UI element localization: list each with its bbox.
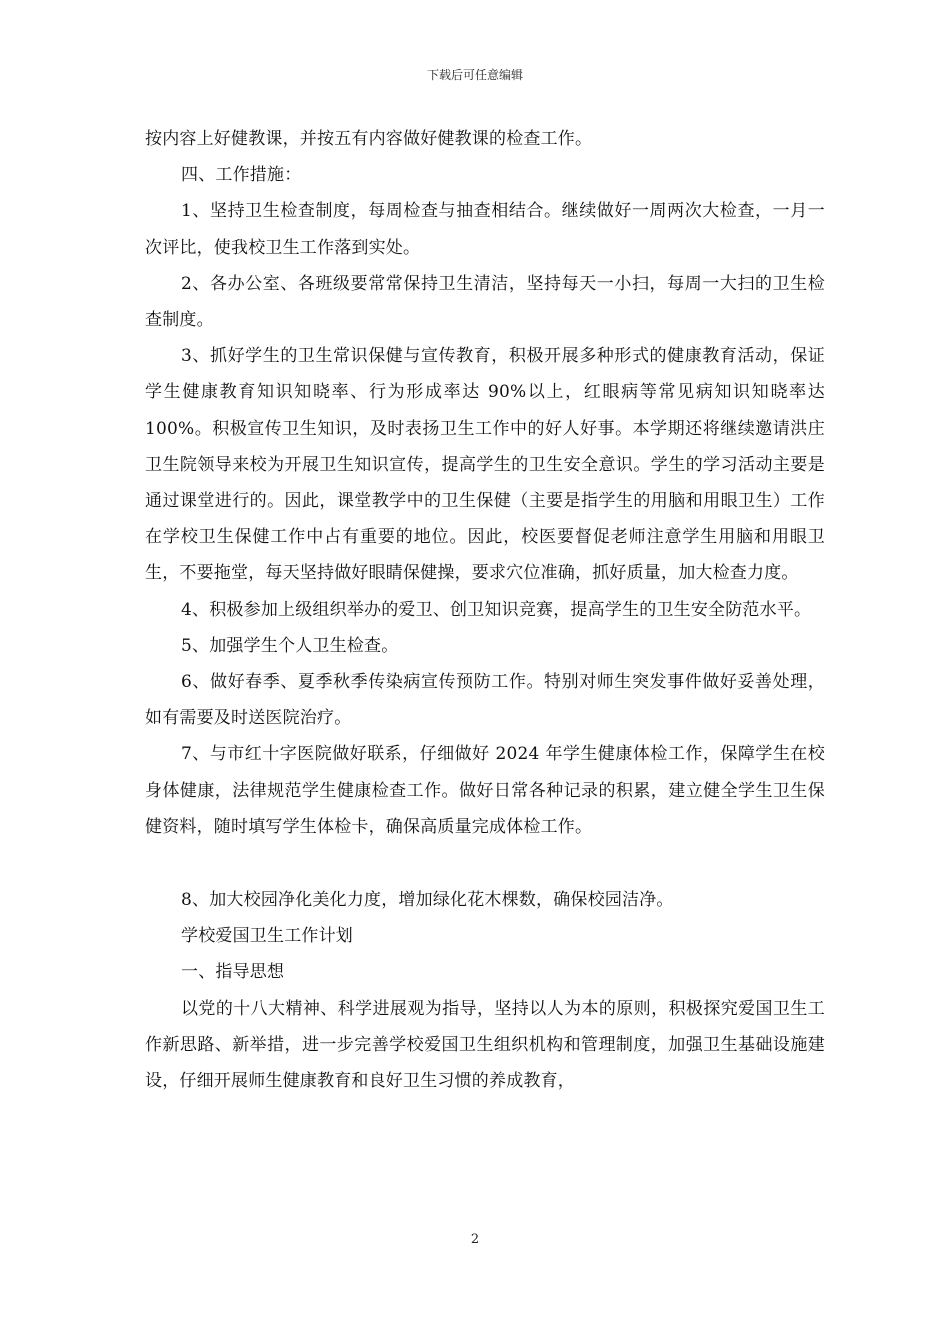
document-body [145,121,825,1099]
section-heading: 四、工作措施： [181,165,302,186]
paragraph: 2、各办公室、各班级要常常保持卫生清洁，坚持每天一小扫，每周一大扫的卫生检查制度。 [145,273,825,331]
blank-line [145,845,825,882]
paragraph: 7、与市红十字医院做好联系，仔细做好 2024 年学生健康体检工作，保障学生在校身体健康，法律规范学生健康检查工作。做好日常各种记录的积累，建立健全学生卫生保健资料，随时填写学生体检卡，确保高质量完成体检工作。 [145,744,825,837]
paragraph: 6、做好春季、夏季秋季传染病宣传预防工作。特别对师生突发事件做好妥善处理，如有需要及时送医院治疗。 [145,672,825,729]
section-heading: 一、指导思想 [181,962,285,983]
page-header: 下载后可任意编辑 [426,68,523,82]
paragraph: 8、加大校园净化美化力度，增加绿化花木棵数，确保校园洁净。 [181,890,674,911]
paragraph: 5、加强学生个人卫生检查。 [181,635,399,656]
paragraph: 3、抓好学生的卫生常识保健与宣传教育，积极开展多种形式的健康教育活动，保证学生健康教育知识知晓率、行为形成率达 90%以上，红眼病等常见病知识知晓率达 100%。积极宣传卫生知识，及时表扬卫生工作中的好人好事。本学期还将继续邀请洪庄卫生院领导来校为开展卫生知识宣传，提高学生的卫生安全意识。学生的学习活动主要是通过课堂进行的。因此，课堂教学中的卫生保健（主要是指学生的用脑和用眼卫生）工作在学校卫生保健工作中占有重要的地位。因此，校医要督促老师注意学生用脑和用眼卫生，不要拖堂，每天坚持做好眼睛保健操，要求穴位准确，抓好质量，加大检查力度。 [145,346,825,584]
document-title: 学校爱国卫生工作计划 [181,926,353,947]
paragraph: 1、坚持卫生检查制度，每周检查与抽查相结合。继续做好一周两次大检查，一月一次评比，使我校卫生工作落到实处。 [145,201,825,258]
page-number: 2 [470,1232,480,1247]
paragraph: 以党的十八大精神、科学进展观为指导，坚持以人为本的原则，积极探究爱国卫生工作新思路、新举措，进一步完善学校爱国卫生组织机构和管理制度，加强卫生基础设施建设，仔细开展师生健康教育和良好卫生习惯的养成教育， [145,998,825,1092]
paragraph: 按内容上好健教课，并按五有内容做好健教课的检查工作。 [145,129,593,149]
paragraph: 4、积极参加上级组织举办的爱卫、创卫知识竞赛，提高学生的卫生安全防范水平。 [181,599,812,620]
